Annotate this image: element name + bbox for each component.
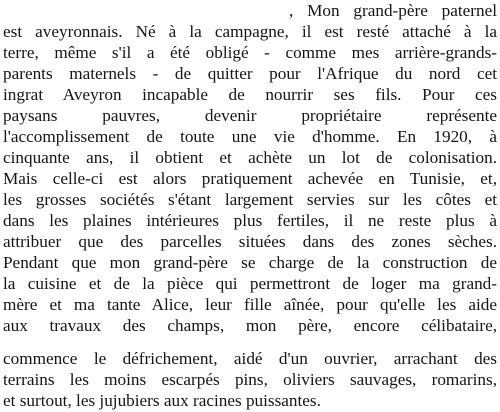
text-line-7: l'accomplissement de toute une vie d'homme. En 1920, à — [3, 127, 497, 146]
text-line-5: ingrat Aveyron incapable de nourrir ses fils. Pour ces — [3, 85, 497, 104]
text-line-6: paysans pauvres, devenir propriétaire représente — [3, 106, 497, 125]
text-line-12: attribuer que des parcelles situées dans des zones sèches. — [3, 232, 497, 251]
text-line-18: terrains les moins escarpés pins, oliviers sauvages, romarins, — [3, 370, 497, 389]
text-line-2: est aveyronnais. Né à la campagne, il est resté attaché à la — [3, 22, 497, 41]
text-line-4: parents maternels - de quitter pour l'Afrique du nord cet — [3, 64, 497, 83]
text-line-15: mère et ma tante Alice, leur fille aînée, pour qu'elle les aide — [3, 295, 497, 314]
text-line-1: , Mon grand-père paternel — [289, 1, 497, 20]
paragraph-gap — [3, 336, 497, 348]
paragraph — [3, 0, 497, 411]
text-line-19: et surtout, les jujubiers aux racines puissantes. — [3, 391, 321, 410]
text-line-17: commence le défrichement, aidé d'un ouvrier, arrachant des — [3, 349, 497, 368]
text-line-10: les grosses sociétés s'étant largement servies sur les côtes et — [3, 190, 497, 209]
text-line-14: la cuisine et de la pièce qui permettront de loger ma grand- — [3, 274, 497, 293]
text-line-3: terre, même s'il a été obligé - comme mes arrière-grands- — [3, 43, 497, 62]
text-line-11: dans les plaines intérieures plus fertiles, il ne reste plus à — [3, 211, 497, 230]
text-line-13: Pendant que mon grand-père se charge de la construction de — [3, 253, 497, 272]
text-line-16: aux travaux des champs, mon père, encore célibataire, — [3, 316, 497, 335]
text-line-9: Mais celle-ci est alors pratiquement achevée en Tunisie, et, — [3, 169, 497, 188]
text-line-8: cinquante ans, il obtient et achète un lot de colonisation. — [3, 148, 497, 167]
